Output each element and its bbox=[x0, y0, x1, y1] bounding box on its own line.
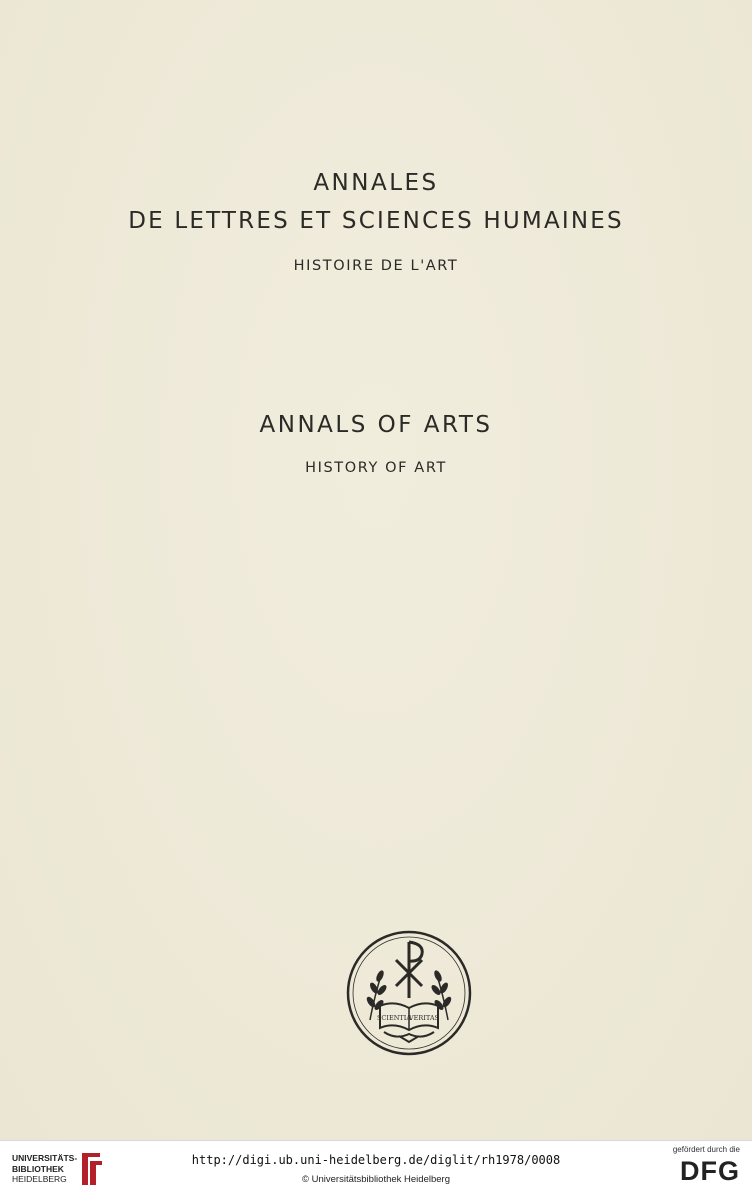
svg-text:SCIENTIA: SCIENTIA bbox=[376, 1014, 412, 1022]
permalink[interactable]: http://digi.ub.uni-heidelberg.de/diglit/rh1978/0008 bbox=[191, 1153, 561, 1167]
library-name-line2: BIBLIOTHEK bbox=[12, 1163, 64, 1174]
footer-bar bbox=[0, 1140, 752, 1197]
english-title: ANNALS OF ARTS bbox=[259, 412, 493, 438]
chi-rho-book-emblem-icon bbox=[344, 928, 474, 1058]
series-title: ANNALES bbox=[313, 170, 439, 196]
copyright-notice: © Universitätsbibliothek Heidelberg bbox=[302, 1174, 450, 1185]
english-section: HISTORY OF ART bbox=[305, 460, 447, 476]
library-name-line3: HEIDELBERG bbox=[12, 1174, 67, 1184]
dfg-logo[interactable]: DFG bbox=[680, 1156, 740, 1186]
series-section: HISTOIRE DE L'ART bbox=[293, 258, 459, 274]
series-subtitle: DE LETTRES ET SCIENCES HUMAINES bbox=[128, 208, 624, 234]
funding-caption: gefördert durch die bbox=[672, 1145, 740, 1154]
svg-text:VERITAS: VERITAS bbox=[408, 1014, 440, 1022]
library-name-line1: UNIVERSITÄTS- bbox=[12, 1153, 78, 1163]
